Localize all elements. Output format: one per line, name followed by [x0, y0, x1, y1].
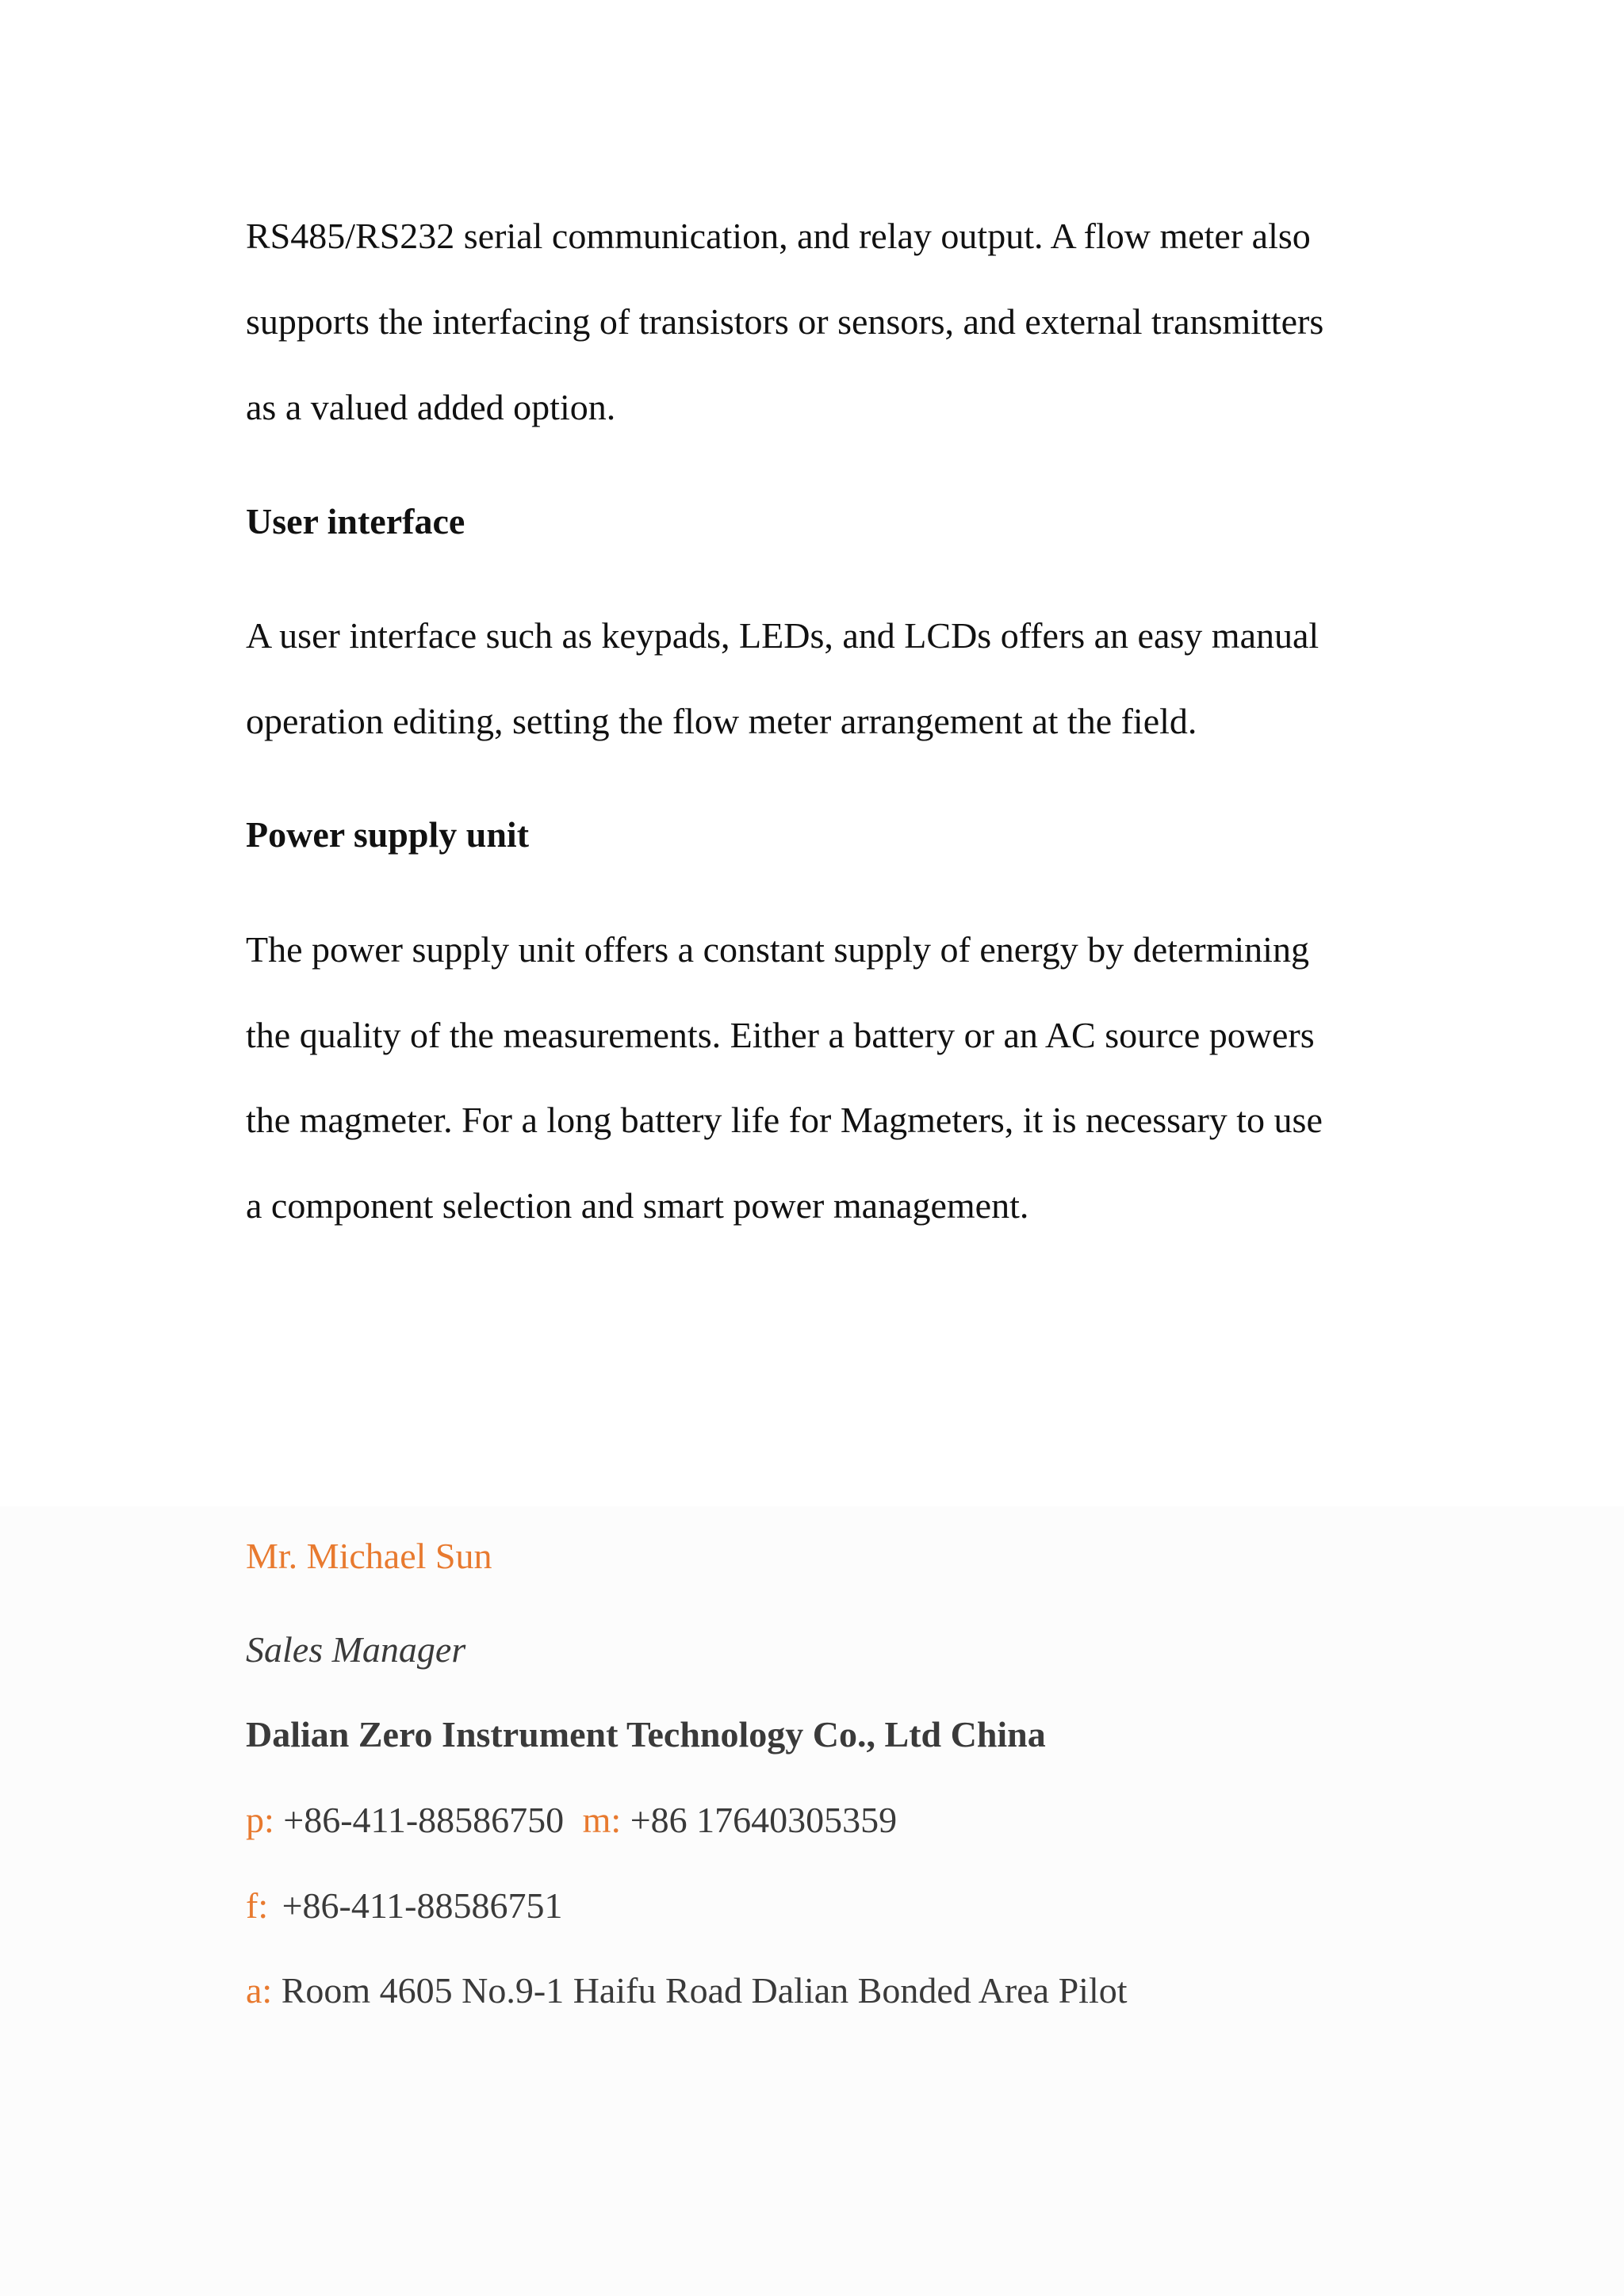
mobile-label: m: [582, 1800, 622, 1840]
signature-company: Dalian Zero Instrument Technology Co., Ltd China [246, 1714, 1046, 1755]
signature-background [0, 1506, 1624, 2296]
fax-number: +86-411-88586751 [282, 1885, 563, 1926]
paragraph-line: supports the interfacing of transistors or sensors, and external transmitters [246, 301, 1324, 342]
phone-number: +86-411-88586750 [283, 1800, 565, 1840]
section-heading-power-supply: Power supply unit [246, 814, 530, 855]
phone-label: p: [246, 1800, 274, 1840]
section-heading-user-interface: User interface [246, 501, 465, 541]
paragraph-line: the magmeter. For a long battery life for Magmeters, it is necessary to use [246, 1100, 1323, 1140]
paragraph-line: as a valued added option. [246, 387, 616, 427]
address-text: Room 4605 No.9-1 Haifu Road Dalian Bonded Area Pilot [281, 1970, 1128, 2011]
signature-title: Sales Manager [246, 1629, 466, 1670]
paragraph-line: the quality of the measurements. Either a battery or an AC source powers [246, 1015, 1315, 1055]
signature-fax-line [246, 1884, 562, 1928]
fax-label: f: [246, 1885, 269, 1926]
signature-phone-line [246, 1798, 897, 1843]
paragraph-line: a component selection and smart power management. [246, 1185, 1029, 1226]
signature-name: Mr. Michael Sun [246, 1536, 492, 1576]
mobile-number: +86 17640305359 [630, 1800, 898, 1840]
paragraph-line: RS485/RS232 serial communication, and relay output. A flow meter also [246, 216, 1311, 256]
signature-address-line [246, 1969, 1128, 2013]
paragraph-line: The power supply unit offers a constant supply of energy by determining [246, 929, 1309, 970]
address-label: a: [246, 1970, 273, 2011]
paragraph-line: operation editing, setting the flow meter arrangement at the field. [246, 701, 1197, 741]
paragraph-line: A user interface such as keypads, LEDs, and LCDs offers an easy manual [246, 615, 1320, 656]
